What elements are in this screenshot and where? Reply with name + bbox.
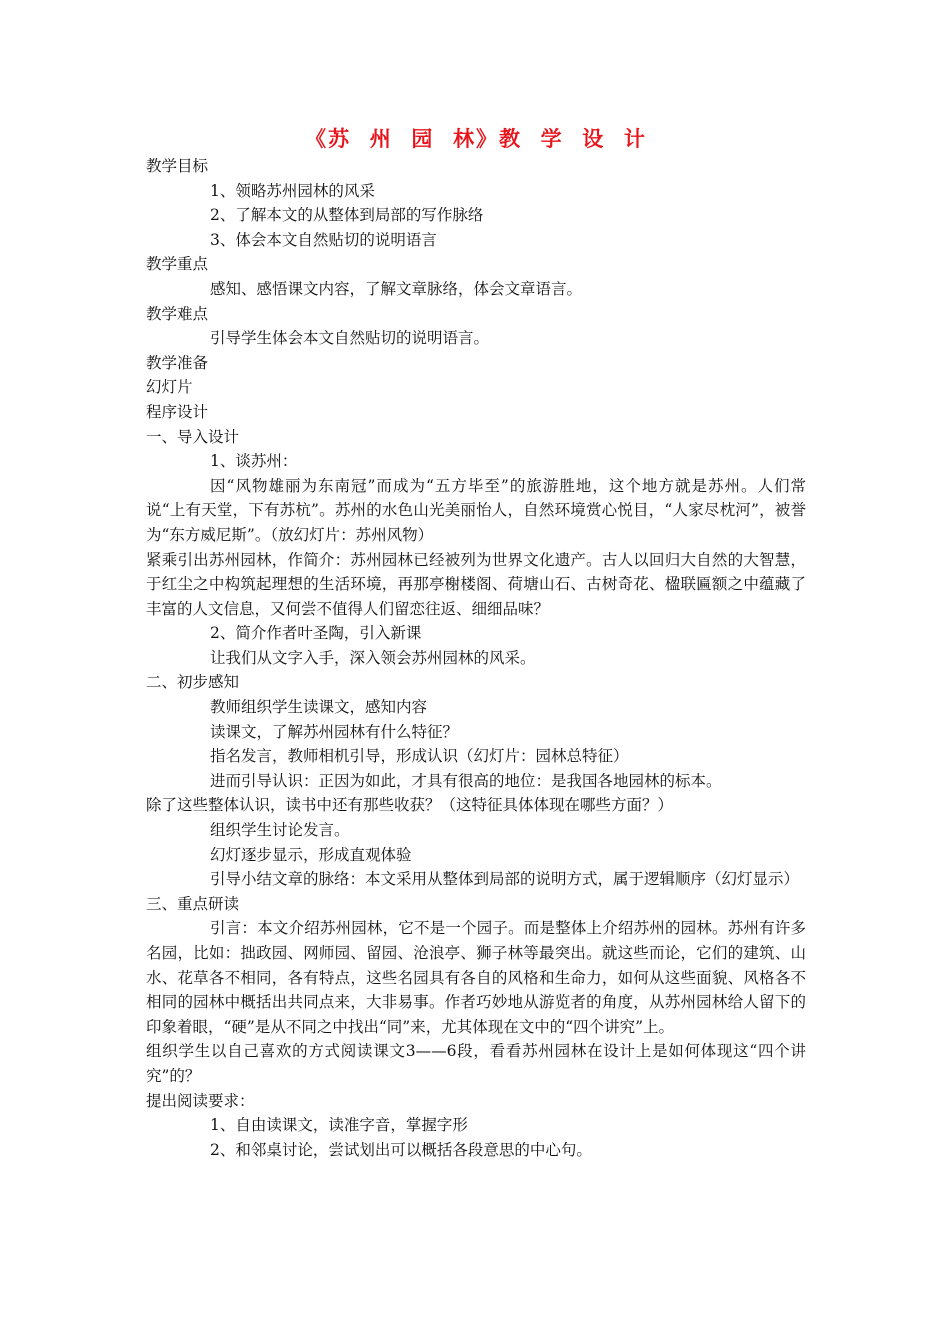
text-line: 二、初步感知 xyxy=(146,673,240,692)
text-line: 教学准备 xyxy=(146,353,209,372)
text-line: 1、自由读课文，读准字音，掌握字形 xyxy=(210,1116,468,1135)
text-line: 引导学生体会本文自然贴切的说明语言。 xyxy=(210,329,490,348)
text-line: 2、了解本文的从整体到局部的写作脉络 xyxy=(210,206,484,225)
text-line: 引言：本文介绍苏州园林，它不是一个园子。而是整体上介绍苏州的园林。苏州有许多名园，比如：拙政园、网师园、留园、沧浪亭、狮子林等最突出。就这些而论，它们的建筑、山水、花草各不相同，各有特点，这些名园具有各自的风格和生命力，如何从这些面貌、风格各不相同的园林中概括出共同点来，大非易事。作者巧妙地从游览者的角度，从苏州园林给人留下的印象着眼，“硬”是从不同之中找出“同”来，尤其体现在文中的“四个讲究”上。 xyxy=(146,919,806,1036)
text-line: 紧乘引出苏州园林，作简介：苏州园林已经被列为世界文化遗产。古人以回归大自然的大智慧，于红尘之中构筑起理想的生活环境，再那亭榭楼阁、荷塘山石、古树奇花、楹联匾额之中蕴藏了丰富的人文信息，又何尝不值得人们留恋往返、细细品味？ xyxy=(146,550,806,618)
text-line: 教师组织学生读课文，感知内容 xyxy=(210,698,428,717)
text-line: 感知、感悟课文内容，了解文章脉络，体会文章语言。 xyxy=(210,279,583,298)
text-line: 教学重点 xyxy=(146,255,209,274)
text-line: 1、领略苏州园林的风采 xyxy=(210,181,375,200)
document-page xyxy=(146,124,806,1162)
text-line: 除了这些整体认识，读书中还有那些收获？（这特征具体体现在哪些方面？） xyxy=(146,796,674,815)
text-line: 一、导入设计 xyxy=(146,427,240,446)
document-body xyxy=(146,154,806,1162)
text-line: 教学难点 xyxy=(146,304,209,323)
text-line: 幻灯逐步显示，形成直观体验 xyxy=(210,845,412,864)
text-line: 组织学生以自己喜欢的方式阅读课文3——6段，看看苏州园林在设计上是如何体现这“四个讲究”的？ xyxy=(146,1042,806,1085)
text-line: 读课文，了解苏州园林有什么特征？ xyxy=(210,722,459,741)
text-line: 1、谈苏州： xyxy=(210,452,298,471)
text-line: 组织学生讨论发言。 xyxy=(210,821,350,840)
document-title: 《苏 州 园 林》教 学 设 计 xyxy=(305,126,647,151)
text-line: 2、简介作者叶圣陶，引入新课 xyxy=(210,624,422,643)
text-line: 教学目标 xyxy=(146,157,209,175)
text-line: 引导小结文章的脉络：本文采用从整体到局部的说明方式，属于逻辑顺序（幻灯显示） xyxy=(210,870,800,889)
text-line: 提出阅读要求： xyxy=(146,1091,255,1110)
text-line: 因“风物雄丽为东南冠”而成为“五方毕至”的旅游胜地，这个地方就是苏州。人们常说“上有天堂，下有苏杭”。苏州的水色山光美丽怡人，自然环境赏心悦目，“人家尽枕河”，被誉为“东方威尼斯”。（放幻灯片：苏州风物） xyxy=(146,476,806,544)
text-line: 幻灯片 xyxy=(146,378,193,397)
text-line: 三、重点研读 xyxy=(146,894,240,913)
text-line: 2、和邻桌讨论，尝试划出可以概括各段意思的中心句。 xyxy=(210,1140,592,1159)
text-line: 进而引导认识：正因为如此，才具有很高的地位：是我国各地园林的标本。 xyxy=(210,771,722,790)
text-line: 让我们从文字入手，深入领会苏州园林的风采。 xyxy=(210,648,536,667)
text-line: 指名发言，教师相机引导，形成认识（幻灯片：园林总特征） xyxy=(210,747,629,766)
text-line: 程序设计 xyxy=(146,402,209,421)
text-line: 3、体会本文自然贴切的说明语言 xyxy=(210,230,437,249)
